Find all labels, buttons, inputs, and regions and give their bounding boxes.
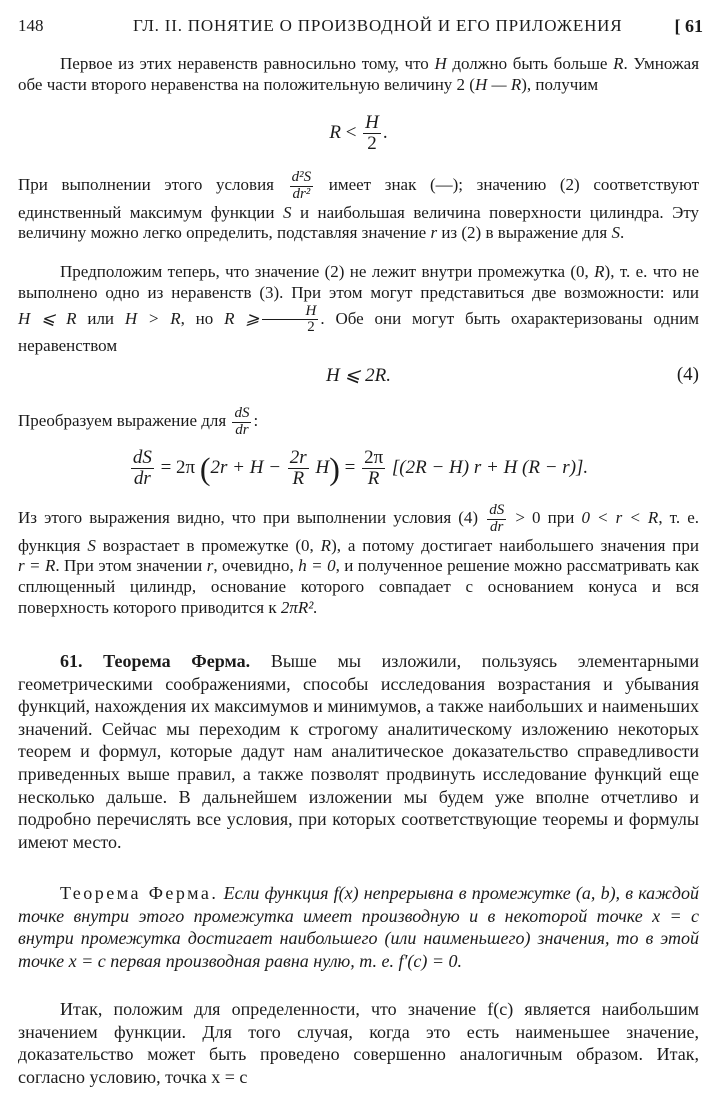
fraction [262,304,319,337]
formula-4 [18,364,699,387]
page-number: 148 [18,16,44,35]
paren-close: ) [329,450,340,487]
fraction-derivative [487,503,506,536]
text: и наибольшая величина поверхности цилиндра. Эту величину можно легко определить, подставляя значение [18,202,700,243]
denominator: dr² [292,185,311,202]
numerator: H [365,112,379,133]
var: R ⩾ [224,308,260,328]
theorem-statement: Если функция f(x) непрерывна в промежутке (a, b), в каждой точке внутри этого промежутка имеет производную и в некоторой точке x = c внутри промежутка достигает наибольшего (или наименьшего) значения, то в этой точке x = c первая производная равна нулю, т. е. f′(c) = 0. [18,883,700,971]
inequality: 0 < r < R [581,508,659,528]
denominator: dr [133,467,151,489]
relation: < [345,121,357,143]
var: R [594,262,605,281]
text: Предположим теперь, что значение (2) не лежит внутри промежутка (0, [60,262,589,281]
section-mark: [ 61 [674,16,703,36]
text: , т. е. функция [18,508,699,555]
fraction [363,113,381,154]
text: ), а потому достигает наибольшего значения при [331,535,699,555]
text: ), получим [521,74,599,94]
var: H [434,54,447,73]
text: Преобразуем выражение для [18,411,227,431]
text: , и полученное решение можно рассматривать как сплющенный цилиндр, основание которого совпадает с основанием конуса и вся поверхность которого приводится к [18,556,700,617]
chapter-title: ГЛ. II. ПОНЯТИЕ О ПРОИЗВОДНОЙ И ЕГО ПРИЛОЖЕНИЯ [133,16,623,35]
text: . При этом значении [55,556,203,576]
denominator: dr [490,518,504,535]
var: r [430,223,438,243]
denominator: dr [235,421,249,438]
equation: h = 0 [298,556,336,576]
inequality: H ⩽ R [18,308,77,328]
var: R [613,54,624,73]
text: или [87,308,115,328]
denominator: 2 [307,319,315,336]
fraction [362,448,385,489]
expression: 2πR². [280,597,318,617]
text: , очевидно, [213,556,294,576]
text: Из этого выражения видно, что при выполнении условия (4) [18,508,479,528]
paragraph-proof-start [18,998,699,1088]
text: . Умножая обе части второго неравенства на положительную величину 2 ( [18,54,700,94]
formula-text: = 2π [160,456,196,478]
text: > 0 при [515,508,575,528]
formula-text: 2r + H − [210,456,282,478]
text: , но [180,308,214,328]
var: S [87,535,96,555]
numerator: dS [234,405,250,421]
paragraph-2: При выполнении этого условия $\frac{\text{d²S}}{\text{dr²}}$ имеет знак (—); значению (2) соответствуют единственный максимум функции S и наибольшая величина поверхности цилиндра. Эту величину можно легко определить, подставляя значение r из (2) в выражение для S. [18,169,700,243]
equation-number-4: (4) [676,364,699,385]
section-heading: 61. Теорема Ферма. [60,651,251,671]
var: S [282,202,292,222]
formula-text: H ⩽ 2R. [326,365,391,386]
text: должно быть больше [452,54,608,73]
var: R [329,121,341,143]
paragraph-4: Преобразуем выражение для $\frac{dS}{dr}$ : [18,405,259,438]
text: Итак, положим для определенности, что значение f(c) является наибольшим значением функции. Для того случая, когда это есть наименьшее значение, доказательство может быть проведено совершенно аналогичным образом. Итак, согласно условию, точка x = c [18,999,699,1087]
text: При выполнении этого условия [18,175,274,195]
fraction-derivative [232,406,251,439]
numerator: dS [489,502,505,518]
running-head [18,14,703,38]
paragraph-3 [18,262,699,357]
fraction-second-derivative [290,170,314,203]
section-body: Выше мы изложили, пользуясь элементарными геометрическими соображениями, способы исследования возрастания и убывания функций, нахождения их максимумов и минимумов, а также наибольших и наименьших значений. Сейчас мы переходим к строгому аналитическому изложению некоторых теорем и формул, которые дадут нам аналитическое доказательство справедливости приведенных выше правил, а также позволят продвинуть исследование функций еще несколько дальше. В дальнейшем изложении мы будем уже вполне отчетливо и подробно перечислять все условия, при которых соответствующие теоремы и формулы имеют место. [18,651,699,852]
formula-text: [(2R − H) r + H (R − r)]. [391,456,589,478]
numerator: H [262,304,319,321]
paragraph-5 [18,503,699,619]
inequality: H > R [124,308,181,328]
text: . Обе они могут быть охарактеризованы одним неравенством [18,308,700,356]
theorem-label: Теорема Ферма. [60,883,219,903]
formula-r-less-half-h: R < $\frac{H}{2}$ . [329,112,388,154]
paren-open: ( [199,450,211,487]
numerator: 2r [289,447,307,468]
numerator: dS [132,447,152,468]
var: H [315,456,330,478]
fraction [131,448,154,489]
var: R [320,535,332,555]
text: Первое из этих неравенств равносильно тому, что [60,54,429,73]
text: ), т. е. что не выполнено одно из неравенств (3). При этом могут представиться две возможности: или [18,262,700,302]
var: S [611,223,620,243]
theorem-fermat [18,882,699,972]
section-61-intro [18,650,699,853]
denominator: R [367,467,380,489]
denominator: R [292,467,305,489]
text: возрастает в промежутке (0, [102,535,314,555]
equation: r = R [18,556,56,576]
text: из (2) в выражение для [441,223,608,243]
inequality-r-ge-half-h [224,302,320,336]
formula-derivative-expansion: $\frac{dS}{dr}$ = 2π (2r + H − $\frac{2r}{R}$ H) = $\frac{2\pi}{R}$ [(2R − H) r + H (R − r)]. [132,447,589,489]
denominator: 2 [367,132,377,154]
numerator: 2π [364,447,384,468]
text: имеет знак (—); значению (2) соответствуют единственный максимум функции [18,175,700,222]
numerator: d²S [291,169,312,185]
fraction [288,448,309,489]
paragraph-1 [18,54,699,96]
var: r [206,556,214,576]
var: H — R [474,74,522,94]
